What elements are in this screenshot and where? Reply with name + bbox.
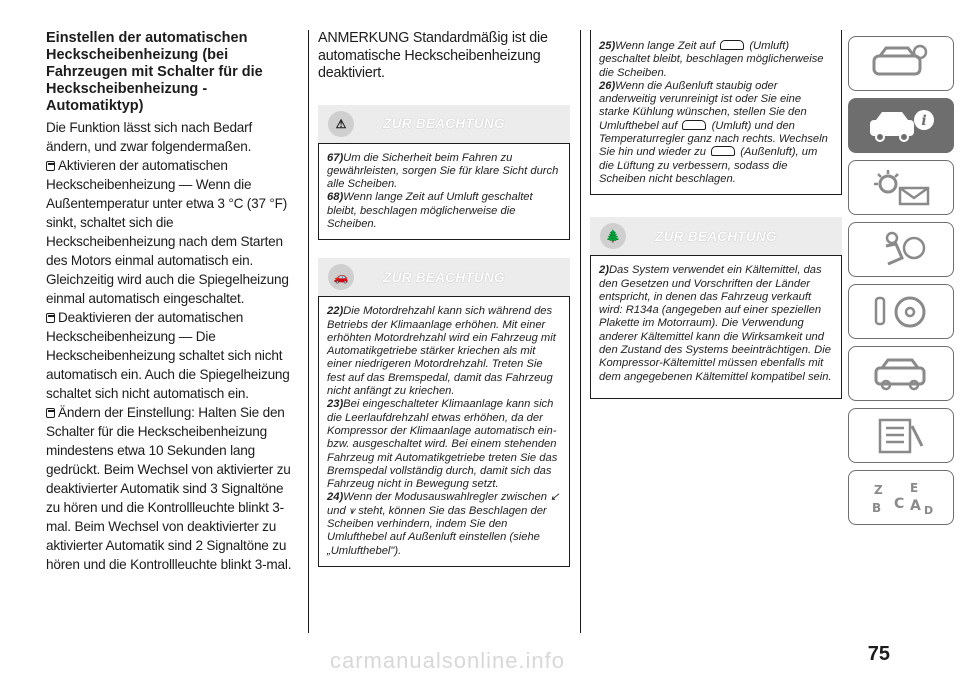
warning-header [590,217,842,255]
warning-header [318,258,570,296]
tab-vehicle-info[interactable] [848,98,954,153]
tab-emergency[interactable] [848,346,954,401]
footwell-mode-icon: ↙ [550,491,560,504]
page-number: 75 [867,643,890,665]
bullet-icon [46,408,55,418]
tab-index[interactable] [848,470,954,525]
car-dashboard-icon [866,44,936,84]
bullet-text: Ändern der Einstellung: Halten Sie den Schalter für die Heckscheibenheizung mindestens etwa 10 Sekunden lang gedrückt. Beim Wechsel von aktivierter zu deaktivierter Automatik sind 3 Signaltöne zu hören und die Kontrollleuchte blinkt 3-mal. Beim Wechsel von deaktivierter zu aktivierter Automatik sind 2 Signaltöne zu hören und die Kontrollleuchte blinkt 3-mal. [46,405,292,572]
item-text: Die Motordrehzahl kann sich während des Betriebs der Klimaanlage erhöhen. Mit einer erhöhten Motordrehzahl wird ein Fahrzeug mit Automatikgetriebe stärker kriechen als mit einer niedrigeren Motordrehzahl. Treten Sie fest auf das Bremspedal, damit das Fahrzeug nicht anfängt zu kriechen. [327,305,556,398]
warning-box [318,143,570,241]
item-number: 22) [327,305,344,318]
key-steering-icon [866,292,936,332]
tab-safety[interactable] [848,222,954,277]
bullet-paragraph [46,156,298,308]
bullet-paragraph [46,403,298,574]
item-text: und [327,504,346,517]
warning-item [327,398,561,491]
defrost-mode-icon: ⩛ [348,504,356,517]
item-number: 2) [599,264,609,277]
column-2 [318,30,570,567]
fresh-air-icon [711,146,735,156]
svg-text:i: i [921,112,927,129]
svg-text:C: C [894,495,905,512]
warning-item [599,264,833,384]
warning-item [599,80,833,186]
warning-title: ZUR BEACHTUNG [655,228,777,244]
column-divider [308,30,309,633]
item-text: Um die Sicherheit beim Fahren zu gewährleisten, sorgen Sie für klare Sicht durch alle Scheiben. [327,151,559,191]
warning-box [318,296,570,567]
airbag-icon [866,230,936,270]
svg-text:D: D [924,503,934,517]
note-paragraph: ANMERKUNG Standardmäßig ist die automatische Heckscheibenheizung deaktiviert. [318,30,548,81]
column-3 [590,30,842,399]
warning-item [327,305,561,398]
item-text: Wenn der Modusauswahlregler zwischen [343,491,547,504]
tab-lights-messages[interactable] [848,160,954,215]
checklist-icon [866,416,936,456]
tab-starting-driving[interactable] [848,284,954,339]
watermark: carmanualsonline.info [330,648,566,673]
warning-header [318,105,570,143]
item-number: 25) [599,40,616,52]
warning-item [327,191,561,231]
item-text: (Außenluft), um die Lüftung zu verbessern, sodass die Scheiben nicht beschlagen. [599,146,818,185]
item-text: (Umluft) und den Temperaturregler ganz nach rechts. Wechseln Sie hin und wieder zu [599,119,828,159]
item-text: steht, können Sie das Beschlagen der Scheiben verhindern, indem Sie den Umlufthebel auf Außenluft einstellen (siehe „Umlufthebel"). [327,504,547,557]
warning-box [590,255,842,399]
item-number: 67) [327,151,344,164]
svg-text:A: A [910,497,921,514]
recirculation-icon [682,120,706,130]
item-number: 23) [327,398,344,411]
column-divider [580,30,581,633]
item-text: Wenn die Außenluft staubig oder anderweitig verunreinigt ist oder Sie eine starke Kühlung wünschen, stellen Sie den Umlufthebel auf [599,79,807,132]
item-text: (Umluft) geschaltet bleibt, beschlagen möglicherweise die Scheiben. [599,40,824,79]
svg-text:B: B [872,500,882,515]
item-number: 24) [327,491,344,504]
svg-text:E: E [910,480,919,495]
warning-triangle-icon: ⚠ [328,111,354,137]
item-text: Wenn lange Zeit auf [615,40,716,52]
tab-maintenance[interactable] [848,408,954,463]
recirculation-icon [720,40,744,50]
car-warning-icon: 🚗 [328,264,354,290]
warning-title: ZUR BEACHTUNG [383,116,505,131]
car-info-icon [866,106,936,146]
warning-item [327,152,561,192]
bullet-icon [46,313,55,323]
section-title: Einstellen der automatischen Heckscheibenheizung (bei Fahrzeugen mit Schalter für die Heckscheibenheizung - Automatiktyp) [46,30,263,114]
bullet-icon [46,161,55,171]
environment-tree-icon: 🌲 [600,223,626,249]
warning-title: ZUR BEACHTUNG [383,269,505,285]
intro-paragraph: Die Funktion lässt sich nach Bedarf ändern, und zwar folgendermaßen. [46,120,253,154]
car-service-icon [866,354,936,394]
tab-dashboard[interactable] [848,36,954,91]
alphabet-index-icon [866,478,936,518]
item-number: 68) [327,191,344,204]
light-message-icon [866,168,936,208]
bullet-paragraph [46,308,298,403]
bullet-text: Aktivieren der automatischen Heckscheibenheizung — Wenn die Außentemperatur unter etwa 3 °C (37 °F) sinkt, schaltet sich die Heckscheibenheizung nach dem Starten des Motors einmal automatisch ein. Gleichzeitig wird auch die Spiegelheizung einmal automatisch eingeschaltet. [46,158,289,306]
warning-box-continued [590,30,842,195]
column-1 [46,30,298,574]
warning-item [327,491,561,557]
item-text: Bei eingeschalteter Klimaanlage kann sich die Leerlaufdrehzahl etwas erhöhen, da der Kompressor der Klimaanlage automatisch ein- bzw. ausgeschaltet wird. Bei einem stehenden Fahrzeug mit Automatikgetriebe treten Sie das Bremspedal vollständig durch, damit sich das Fahrzeug nicht in Bewegung setzt. [327,398,558,491]
bullet-text: Deaktivieren der automatischen Heckscheibenheizung — Die Heckscheibenheizung schaltet sich nicht automatisch ein. Auch die Spiegelheizung schaltet sich nicht automatisch ein. [46,310,290,401]
item-text: Das System verwendet ein Kältemittel, das den Gesetzen und Vorschriften der Länder entspricht, in denen das Fahrzeug verkauft wird: R134a (angegeben auf einer speziellen Plakette im Motorraum). Die Verwendung anderer Kältemittel kann die Wirksamkeit und den Zustand des Systems beeinträchtigen. Die Kompressor-Kältemittel müssen ebenfalls mit dem angegebenen Kältemittel kompatibel sein. [599,264,832,383]
warning-item [599,40,833,80]
item-number: 26) [599,79,616,92]
chapter-tabs [848,36,956,532]
svg-text:Z: Z [874,482,883,497]
item-text: Wenn lange Zeit auf Umluft geschaltet bleibt, beschlagen möglicherweise die Scheiben. [327,191,533,230]
